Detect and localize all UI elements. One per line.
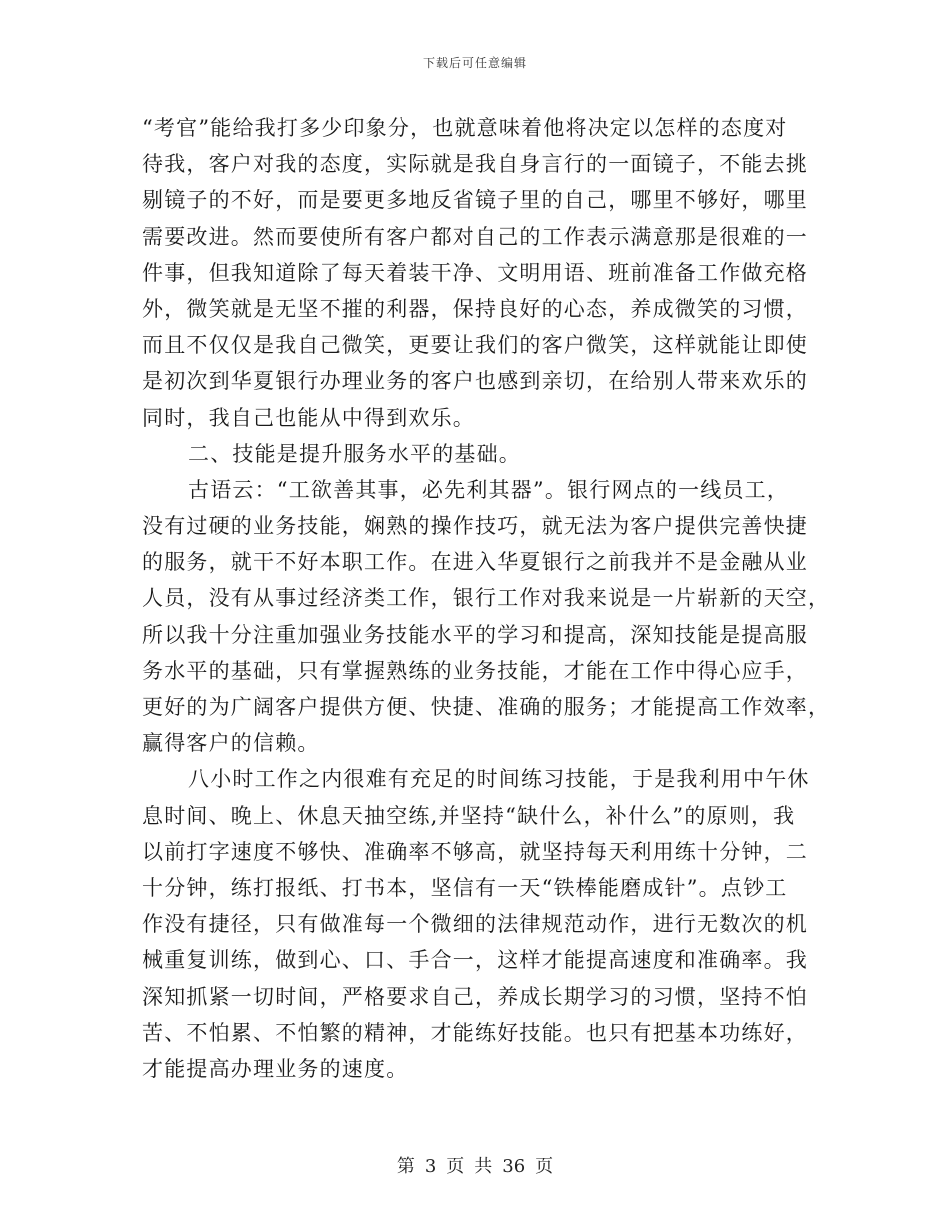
text-line: 待我，客户对我的态度，实际就是我自身言行的一面镜子，不能去挑 bbox=[142, 152, 808, 177]
text-line: 件事，但我知道除了每天着装干净、文明用语、班前准备工作做充格 bbox=[142, 260, 808, 285]
footer-page-label: 页 bbox=[446, 1156, 465, 1177]
text-line: 而且不仅仅是我自己微笑，更要让我们的客户微笑，这样就能让即使 bbox=[142, 333, 808, 358]
page-header-note: 下载后可任意编辑 bbox=[422, 56, 527, 70]
footer-total-pages: 36 bbox=[502, 1156, 526, 1177]
text-line: 械重复训练，做到心、口、手合一，这样才能提高速度和准确率。我 bbox=[142, 948, 808, 973]
text-line: 没有过硬的业务技能，娴熟的操作技巧，就无法为客户提供完善快捷 bbox=[142, 514, 808, 539]
text-line: 外，微笑就是无坚不摧的利器，保持良好的心态，养成微笑的习惯， bbox=[142, 296, 808, 321]
text-line: 苦、不怕累、不怕繁的精神，才能练好技能。也只有把基本功练好， bbox=[142, 1020, 808, 1045]
text-line: 十分钟，练打报纸、打书本，坚信有一天“铁棒能磨成针”。点钞工 bbox=[142, 875, 788, 900]
text-line: 二、技能是提升服务水平的基础。 bbox=[188, 441, 521, 466]
text-line: 息时间、晚上、休息天抽空练,并坚持“缺什么，补什么”的原则，我 bbox=[142, 803, 796, 828]
text-line: 才能提高办理业务的速度。 bbox=[142, 1056, 409, 1081]
text-line: 的服务，就干不好本职工作。在进入华夏银行之前我并不是金融从业 bbox=[142, 550, 808, 575]
footer-total-label: 共 bbox=[474, 1156, 493, 1177]
text-line: 以前打字速度不够快、准确率不够高，就坚持每天利用练十分钟，二 bbox=[142, 839, 808, 864]
text-line: 是初次到华夏银行办理业务的客户也感到亲切，在给别人带来欢乐的 bbox=[142, 369, 808, 394]
page-footer bbox=[0, 1152, 950, 1178]
text-line: 人员，没有从事过经济类工作，银行工作对我来说是一片崭新的天空， bbox=[142, 586, 831, 611]
footer-page-number: 3 bbox=[424, 1156, 437, 1177]
text-line: 八小时工作之内很难有充足的时间练习技能，于是我利用中午休 bbox=[188, 767, 810, 792]
text-line: 更好的为广阔客户提供方便、快捷、准确的服务；才能提高工作效率， bbox=[142, 695, 831, 719]
text-line: 作没有捷径，只有做准每一个微细的法律规范动作，进行无数次的机 bbox=[142, 912, 808, 937]
document-body bbox=[142, 110, 831, 1087]
text-line: “考官”能给我打多少印象分，也就意味着他将决定以怎样的态度对 bbox=[142, 116, 788, 140]
text-line: 务水平的基础，只有掌握熟练的业务技能，才能在工作中得心应手， bbox=[142, 658, 808, 683]
text-line: 所以我十分注重加强业务技能水平的学习和提高，深知技能是提高服 bbox=[142, 622, 808, 647]
text-line: 古语云：“工欲善其事，必先利其器”。银行网点的一线员工， bbox=[188, 477, 790, 502]
footer-suffix: 页 bbox=[535, 1156, 554, 1177]
text-line: 赢得客户的信赖。 bbox=[142, 731, 320, 756]
footer-prefix: 第 bbox=[396, 1156, 415, 1177]
text-line: 深知抓紧一切时间，严格要求自己，养成长期学习的习惯，坚持不怕 bbox=[142, 984, 808, 1009]
text-line: 同时，我自己也能从中得到欢乐。 bbox=[142, 405, 475, 430]
text-line: 需要改进。然而要使所有客户都对自己的工作表示满意那是很难的一 bbox=[142, 224, 808, 249]
text-line: 剔镜子的不好，而是要更多地反省镜子里的自己，哪里不够好，哪里 bbox=[142, 188, 808, 213]
